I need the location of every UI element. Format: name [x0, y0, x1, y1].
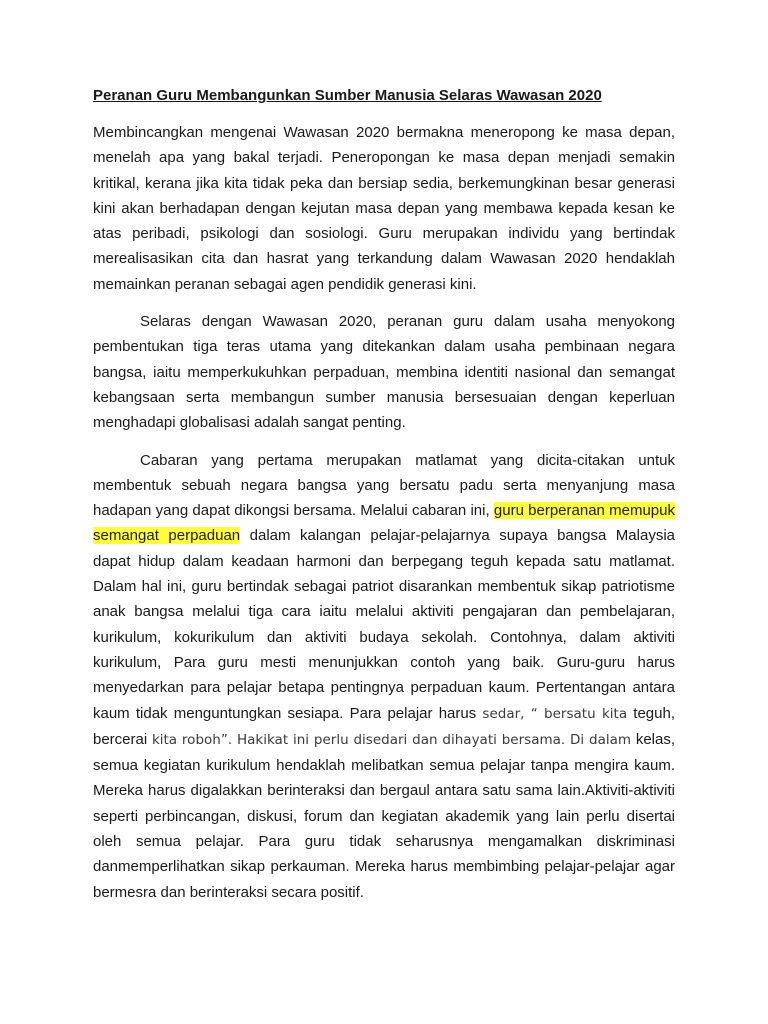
quote-text: sedar, “ bersatu kita — [482, 705, 628, 722]
document-page — [93, 86, 675, 917]
paragraph-1: Membincangkan mengenai Wawasan 2020 bermakna meneropong ke masa depan, menelah apa yang bakal terjadi. Peneropongan ke masa depan menjadi semakin kritikal, kerana jika kita tidak peka dan bersiap sedia, berkemungkinan besar generasi kini akan berhadapan dengan kejutan masa depan yang membawa kepada kesan ke atas peribadi, psikologi dan sosiologi. Guru merupakan individu yang bertindak merealisasikan cita dan hasrat yang terkandung dalam Wawasan 2020 hendaklah memainkan peranan sebagai agen pendidik generasi kini. — [93, 124, 675, 293]
paragraph-3 — [93, 448, 675, 905]
paragraph-2: Selaras dengan Wawasan 2020, peranan guru dalam usaha menyokong pembentukan tiga teras utama yang ditekankan dalam usaha pembinaan negara bangsa, iaitu memperkukuhkan perpaduan, membina identiti nasional dan semangat kebangsaan serta membangun sumber manusia bersesuaian dengan keperluan menghadapi globalisasi adalah sangat penting. — [93, 313, 675, 432]
paragraph-3-text: dalam kalangan pelajar-pelajarnya supaya bangsa Malaysia dapat hidup dalam keadaan harmoni dan berpegang teguh kepada satu matlamat. Dalam hal ini, guru bertindak sebagai patriot disarankan membentuk sikap patriotisme anak bangsa melalui tiga cara iaitu melalui aktiviti pengajaran dan pembelajaran, kurikulum, kokurikulum dan aktiviti budaya sekolah. Contohnya, dalam aktiviti kurikulum, Para guru mesti menunjukkan contoh yang baik. Guru-guru harus menyedarkan para pelajar betapa pentingnya perpaduan kaum. Pertentangan antara kaum tidak menguntungkan sesiapa. Para pelajar harus — [93, 527, 675, 722]
paragraph-3-text: kelas, semua kegiatan kurikulum hendaklah melibatkan semua pelajar tanpa mengira kaum. Mereka harus digalakkan berinteraksi dan bergaul antara satu sama lain.Aktiviti-aktiviti seperti perbincangan, diskusi, forum dan kegiatan akademik yang lain perlu disertai oleh semua pelajar. Para guru tidak seharusnya mengamalkan diskriminasi danmemperlihatkan sikap perkauman. Mereka harus membimbing pelajar-pelajar agar bermesra dan berinteraksi secara positif. — [93, 730, 676, 901]
document-title: Peranan Guru Membangunkan Sumber Manusia Selaras Wawasan 2020 — [93, 87, 602, 104]
highlighted-text: guru berperanan memupuk semangat perpaduan — [93, 502, 675, 545]
paragraph-3-text: teguh, bercerai — [93, 704, 675, 748]
quote-text: kita roboh”. Hakikat ini perlu disedari dan dihayati bersama. Di dalam — [151, 731, 632, 748]
paragraph-3-text: Cabaran yang pertama merupakan matlamat yang dicita-citakan untuk membentuk sebuah negara bangsa yang bersatu padu serta menyanjung masa hadapan yang dapat dikongsi bersama. Melalui cabaran ini, — [93, 451, 675, 520]
